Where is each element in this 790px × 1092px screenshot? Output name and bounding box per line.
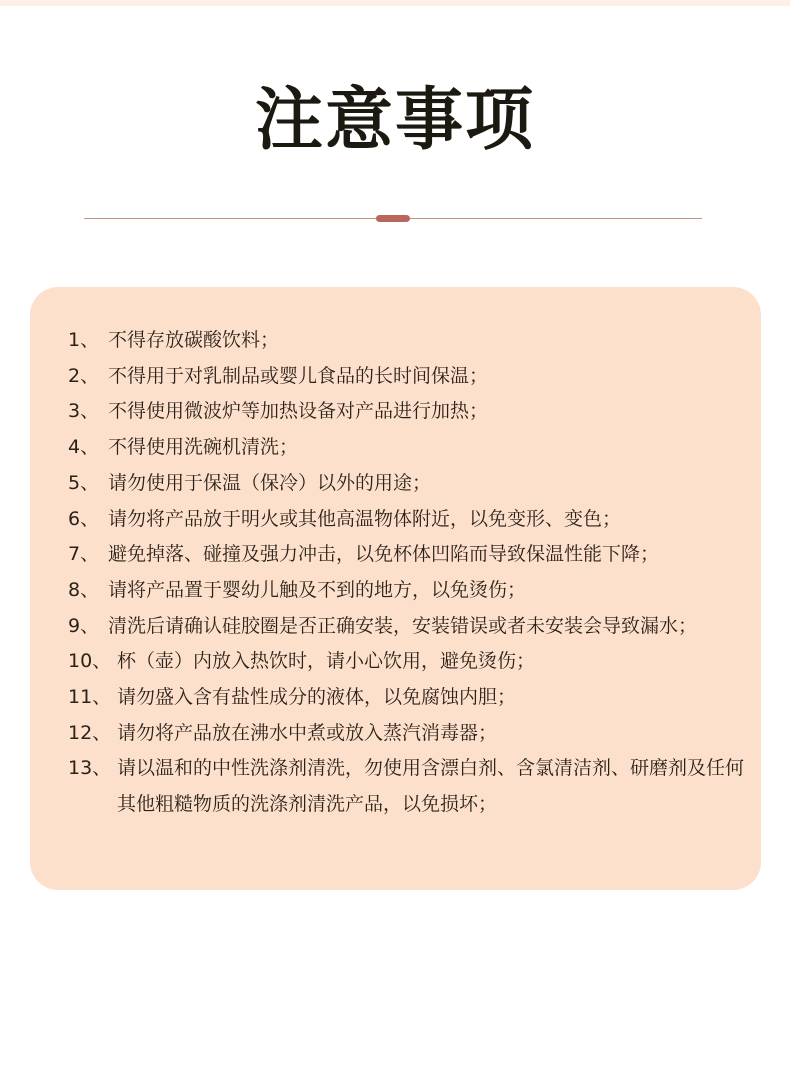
- page-title: 注意事项: [254, 81, 535, 160]
- notes-list: [68, 323, 748, 823]
- top-band: [0, 0, 790, 6]
- note-text: 避免掉落、碰撞及强力冲击，以免杯体凹陷而导致保温性能下降；: [108, 543, 660, 566]
- note-number: 12、: [68, 721, 112, 744]
- list-item: [68, 573, 748, 609]
- list-item: [68, 644, 748, 680]
- note-text: 请以温和的中性洗涤剂清洗，勿使用含漂白剂、含氯清洁剂、研磨剂及任何其他粗糙物质的洗涤剂清洗产品，以免损坏；: [117, 757, 745, 816]
- note-text: 不得使用洗碗机清洗；: [108, 436, 299, 459]
- note-number: 9、: [68, 614, 100, 637]
- list-item: [68, 502, 748, 538]
- note-text: 不得用于对乳制品或婴儿食品的长时间保温；: [108, 364, 489, 387]
- note-number: 4、: [68, 436, 100, 459]
- note-number: 10、: [68, 650, 112, 673]
- note-number: 3、: [68, 400, 100, 423]
- note-text: 清洗后请确认硅胶圈是否正确安装，安装错误或者未安装会导致漏水；: [108, 614, 698, 637]
- note-number: 8、: [68, 578, 100, 601]
- note-number: 13、: [68, 757, 112, 780]
- note-text: 请勿将产品放于明火或其他高温物体附近，以免变形、变色；: [108, 507, 622, 530]
- divider-accent: [376, 215, 410, 222]
- note-text: 请将产品置于婴幼儿触及不到的地方，以免烫伤；: [108, 578, 527, 601]
- list-item: [68, 323, 748, 359]
- note-text: 杯（壶）内放入热饮时，请小心饮用，避免烫伤；: [117, 650, 536, 673]
- list-item: [68, 751, 748, 822]
- note-number: 11、: [68, 686, 112, 709]
- list-item: [68, 537, 748, 573]
- note-number: 1、: [68, 329, 100, 351]
- note-text: 请勿使用于保温（保冷）以外的用途；: [108, 471, 432, 494]
- note-text: 不得使用微波炉等加热设备对产品进行加热；: [108, 400, 489, 423]
- note-text: 不得存放碳酸饮料；: [108, 329, 280, 351]
- list-item: [68, 466, 748, 502]
- note-text: 请勿盛入含有盐性成分的液体，以免腐蚀内胆；: [117, 686, 517, 709]
- note-number: 2、: [68, 364, 100, 387]
- list-item: [68, 716, 748, 752]
- list-item: [68, 359, 748, 395]
- note-number: 5、: [68, 471, 100, 494]
- list-item: [68, 430, 748, 466]
- note-number: 7、: [68, 543, 100, 566]
- note-text: 请勿将产品放在沸水中煮或放入蒸汽消毒器；: [117, 721, 498, 744]
- list-item: [68, 680, 748, 716]
- list-item: [68, 394, 748, 430]
- list-item: [68, 609, 748, 645]
- note-number: 6、: [68, 507, 100, 530]
